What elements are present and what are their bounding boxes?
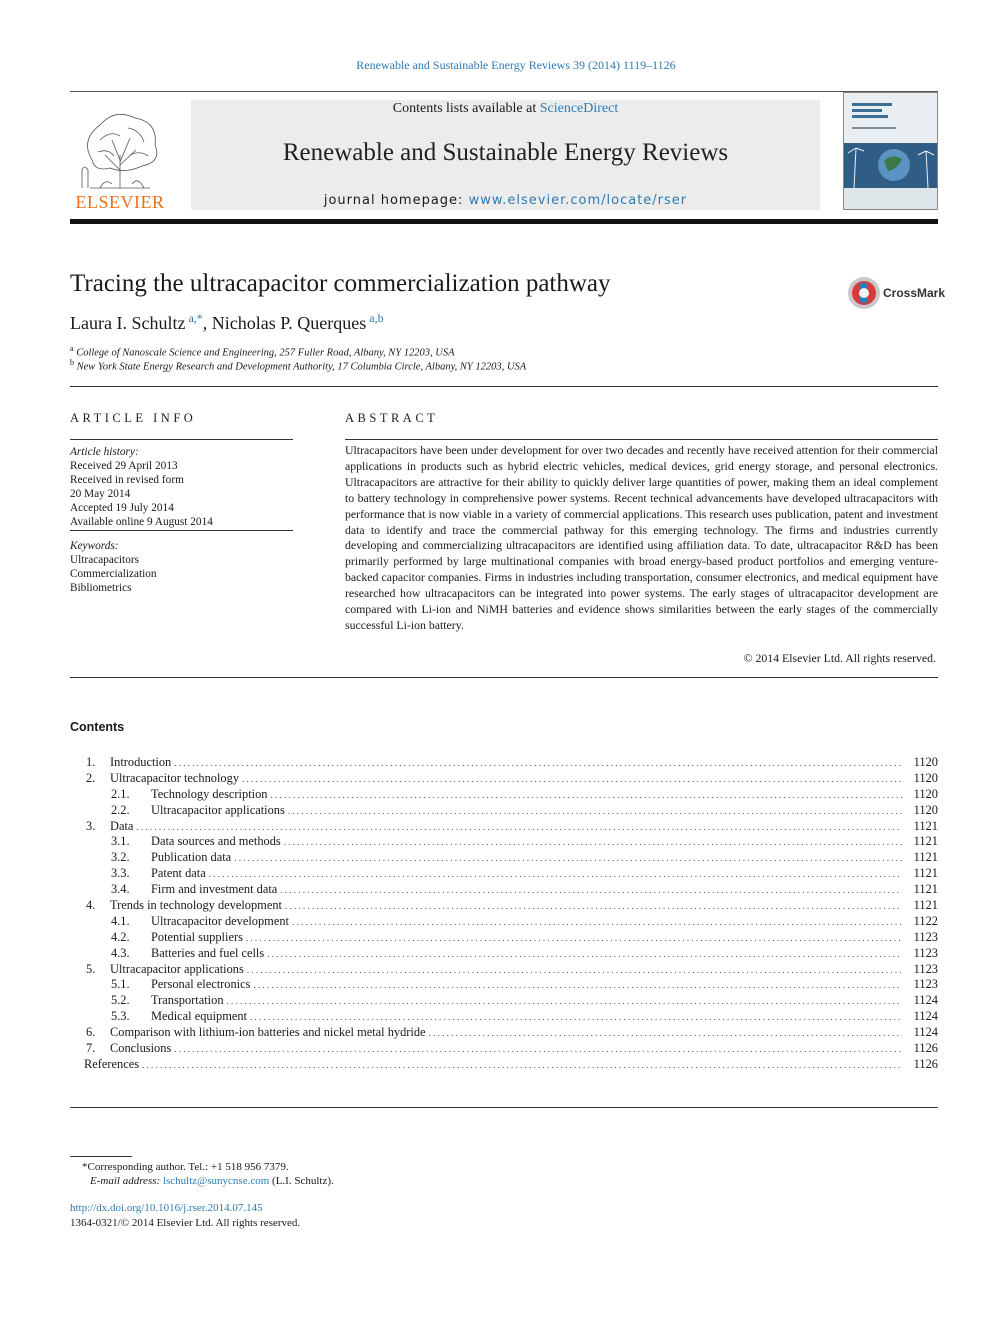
toc-entry-label[interactable]: Ultracapacitor applications [151,802,285,817]
toc-entry[interactable] [70,803,938,819]
keywords-label: Keywords: [70,540,119,552]
header-thick-rule [70,219,938,224]
toc-entry-label[interactable]: Medical equipment [151,1009,247,1024]
toc-entry-number: 4.1. [111,913,130,928]
toc-entry[interactable] [70,930,938,946]
affiliation-a [70,344,455,359]
toc-leader-dots [292,914,902,931]
keyword-item: Ultracapacitors [70,554,140,566]
toc-entry-label[interactable]: References [84,1056,140,1071]
affiliation-rule [70,386,938,387]
crossmark-label[interactable]: CrossMark [883,286,946,300]
toc-entry-page[interactable]: 1121 [913,882,938,897]
toc-entry[interactable] [70,1025,938,1041]
history-accepted: Accepted 19 July 2014 [70,502,174,514]
toc-entry[interactable] [70,946,938,962]
homepage-prefix: journal homepage: [323,193,469,208]
toc-entry-page[interactable]: 1120 [913,786,938,801]
toc-entry-page[interactable]: 1122 [913,913,938,928]
toc-entry[interactable] [70,787,938,803]
affiliation-b-mark: b [70,358,74,367]
toc-entry-page[interactable]: 1121 [913,850,938,865]
author-querques[interactable]: Nicholas P. Querques [211,313,367,333]
toc-leader-dots [267,946,902,963]
homepage-link[interactable]: www.elsevier.com/locate/rser [468,193,688,208]
toc-entry[interactable] [70,914,938,930]
article-history [70,445,293,529]
doi-link[interactable]: http://dx.doi.org/10.1016/j.rser.2014.07.145 [70,1202,263,1214]
toc-entry-label[interactable]: Ultracapacitor technology [110,770,240,785]
toc-entry-number: 2.2. [111,802,130,817]
toc-leader-dots [174,755,902,772]
toc-entry-number: 2. [86,770,96,785]
toc-entry-number: 1. [86,755,96,769]
journal-citation[interactable]: Renewable and Sustainable Energy Reviews 39 (2014) 1119–1126 [356,58,676,72]
keyword-item: Commercialization [70,568,157,580]
history-revised-date: 20 May 2014 [70,488,131,500]
toc-entry-label[interactable]: Conclusions [110,1041,172,1056]
cover-art [844,93,938,210]
toc-entry[interactable] [70,834,938,850]
author-querques-affil[interactable]: a,b [369,311,384,325]
history-online: Available online 9 August 2014 [70,516,213,528]
toc-leader-dots [253,977,902,994]
toc-entry-label[interactable]: Trends in technology development [110,898,282,913]
contents-heading: Contents [70,720,125,734]
author-schultz[interactable]: Laura I. Schultz [70,313,186,333]
toc-entry-label[interactable]: Firm and investment data [151,882,278,897]
toc-leader-dots [285,898,902,915]
toc-entry-page[interactable]: 1126 [913,1041,938,1056]
toc-entry[interactable] [70,898,938,914]
toc-entry[interactable] [70,882,938,898]
toc-entry-number: 5. [86,961,96,976]
toc-entry-label[interactable]: Data sources and methods [151,834,281,849]
toc-entry[interactable] [70,993,938,1009]
toc-entry-number: 7. [86,1041,96,1056]
toc-entry-label[interactable]: Personal electronics [151,977,251,992]
toc-leader-dots [247,962,902,979]
toc-leader-dots [280,882,902,899]
toc-entry-label[interactable]: Patent data [151,866,206,881]
author-list [70,311,384,334]
table-of-contents [70,755,938,1073]
toc-leader-dots [209,866,902,883]
toc-entry-number: 2.1. [111,786,130,801]
toc-entry-page[interactable]: 1120 [913,802,938,817]
toc-entry-page[interactable]: 1124 [913,993,938,1008]
abstract-text: Ultracapacitors have been under development for over two decades and recently have received attention for their commercial applications in products such as hybrid electric vehicles, medical devices, grid energy storage, and personal electronics. Ultracapacitors are attractive for their ability to quickly deliver large quantities of power, making them an ideal complement to battery technology in comprehensive power systems. Recent technical advancements have developed ultracapacitors with performance that is now viable in a variety of commercial applications. This research uses publication, patent and investment data to identify and trace the commercial pathway for this emerging technology. The firms and industries currently developing and commercializing ultracapacitors are identified using affiliation data. To date, ultracapacitor R&D has been primarily performed by large multinational companies with broad energy-based product portfolios and emerging venture-backed capacitor companies. Firms in industries including transportation, consumer electronics, and medical equipment have researched how ultracapacitors can be integrated into power systems. The early stages of ultracapacitor development are compared with Li-ion and NiMH batteries and evidence shows similarities between the early stages of the commercially successful Li-ion battery. [345,443,938,632]
toc-leader-dots [246,930,902,947]
toc-entry-label[interactable]: Data [110,818,134,833]
toc-entry-page[interactable]: 1126 [913,1056,938,1071]
email-link[interactable]: lschultz@sunycnse.com [162,1175,270,1187]
toc-entry[interactable] [70,962,938,978]
toc-leader-dots [270,787,902,804]
corresponding-author-note: *Corresponding author. Tel.: +1 518 956 7379. [82,1161,289,1173]
contents-prefix: Contents lists available at [392,101,540,116]
toc-entry-page[interactable]: 1121 [913,866,938,881]
journal-name: Renewable and Sustainable Energy Reviews [282,139,729,166]
keywords [70,539,293,595]
contents-bottom-rule [70,1107,938,1108]
history-received: Received 29 April 2013 [70,460,178,472]
toc-entry-page[interactable]: 1121 [913,834,938,849]
toc-entry-page[interactable]: 1121 [913,898,938,913]
toc-entry-page[interactable]: 1120 [913,755,938,769]
toc-leader-dots [250,1009,902,1026]
toc-entry[interactable] [70,755,938,771]
toc-entry-label[interactable]: Publication data [151,850,232,865]
toc-entry[interactable] [70,1041,938,1057]
toc-entry-page[interactable]: 1124 [913,1009,938,1024]
sciencedirect-link[interactable]: ScienceDirect [539,101,619,116]
toc-entry-number: 3.1. [111,834,130,849]
footnote-rule [70,1156,132,1157]
author-separator: , [202,313,212,333]
toc-entry-label[interactable]: Ultracapacitor development [151,913,289,928]
abstract-rule [345,439,938,440]
toc-entry-number: 5.2. [111,993,130,1008]
toc-leader-dots [174,1041,902,1058]
toc-entry-page[interactable]: 1121 [913,818,938,833]
toc-leader-dots [288,803,902,820]
toc-entry-number: 5.3. [111,1009,130,1024]
journal-homepage [191,193,820,208]
toc-entry-label[interactable]: Introduction [110,755,172,769]
toc-leader-dots [242,771,902,788]
email-label: E-mail address: [90,1175,163,1187]
toc-entry-number: 5.1. [111,977,130,992]
article-info-rule [70,439,293,440]
affiliation-b-text: New York State Energy Research and Development Authority, 17 Columbia Circle, Albany, NY 12203, USA [76,361,527,373]
elsevier-wordmark: ELSEVIER [75,192,165,212]
toc-entry-page[interactable]: 1123 [913,977,938,992]
toc-entry-number: 4. [86,898,96,913]
toc-entry-label[interactable]: Comparison with lithium-ion batteries and nickel metal hydride [110,1025,426,1040]
email-note [90,1174,334,1188]
toc-entry-label[interactable]: Transportation [151,993,224,1008]
toc-leader-dots [284,834,902,851]
toc-entry[interactable] [70,850,938,866]
toc-leader-dots [136,819,902,836]
toc-entry-number: 4.3. [111,945,130,960]
article-info-heading: ARTICLE INFO [70,411,197,425]
toc-leader-dots [429,1025,902,1042]
toc-entry-label[interactable]: Batteries and fuel cells [151,945,265,960]
abstract-bottom-rule [70,677,938,678]
article-title: Tracing the ultracapacitor commercialization pathway [70,270,611,297]
toc-entry[interactable] [70,819,938,835]
journal-cover-image[interactable] [843,92,938,210]
toc-entry-number: 3.4. [111,882,130,897]
toc-entry-label[interactable]: Potential suppliers [151,929,243,944]
toc-leader-dots [142,1057,902,1074]
toc-entry-number: 3.2. [111,850,130,865]
toc-entry[interactable] [70,1009,938,1025]
toc-entry-number: 3.3. [111,866,130,881]
history-label: Article history: [70,446,139,458]
toc-entry[interactable] [70,771,938,787]
history-revised: Received in revised form [70,474,184,486]
toc-leader-dots [227,993,902,1010]
toc-leader-dots [234,850,902,867]
keyword-item: Bibliometrics [70,582,132,594]
author-schultz-affil[interactable]: a,* [188,311,203,325]
toc-entry-label[interactable]: Ultracapacitor applications [110,961,244,976]
toc-entry[interactable] [70,866,938,882]
toc-entry[interactable] [70,977,938,993]
affiliation-a-mark: a [70,344,74,353]
contents-available [191,101,820,117]
toc-entry-page[interactable]: 1123 [913,961,938,976]
issn-line: 1364-0321/© 2014 Elsevier Ltd. All rights reserved. [70,1217,301,1229]
toc-entry-number: 3. [86,818,96,833]
abstract-heading: ABSTRACT [345,411,439,425]
keywords-rule [70,530,293,531]
affiliation-a-text: College of Nanoscale Science and Engineering, 257 Fuller Road, Albany, NY 12203, USA [76,347,455,359]
toc-entry-page[interactable]: 1120 [913,770,938,785]
email-suffix: (L.I. Schultz). [269,1175,334,1187]
toc-entry-number: 6. [86,1025,96,1040]
toc-entry-page[interactable]: 1123 [913,945,938,960]
toc-entry-page[interactable]: 1123 [913,929,938,944]
toc-entry[interactable] [70,1057,938,1073]
toc-entry-page[interactable]: 1124 [913,1025,938,1040]
header-top-rule [70,91,938,92]
affiliation-b [70,358,526,373]
toc-entry-number: 4.2. [111,929,130,944]
toc-entry-label[interactable]: Technology description [151,786,268,801]
abstract-copyright: © 2014 Elsevier Ltd. All rights reserved. [743,651,936,665]
